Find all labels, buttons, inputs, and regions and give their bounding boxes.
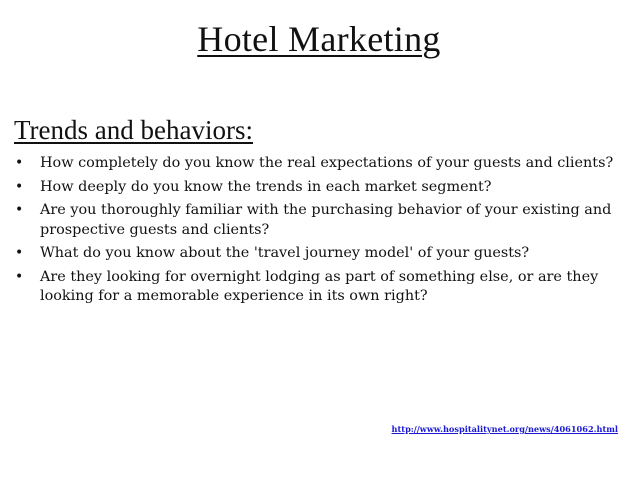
- source-link[interactable]: http://www.hospitalitynet.org/news/4061062.html: [391, 424, 618, 434]
- bullet-text: What do you know about the 'travel journey model' of your guests?: [40, 245, 530, 261]
- bullet-icon: •: [15, 245, 24, 261]
- slide-title-text: Hotel Marketing: [197, 19, 441, 59]
- bullet-text: Are they looking for overnight lodging as part of something else, or are they looking for a memorable experience in its own right?: [40, 268, 599, 304]
- bullet-list: [14, 154, 624, 311]
- bullet-text: Are you thoroughly familiar with the purchasing behavior of your existing and prospective guests and clients?: [40, 202, 612, 238]
- bullet-item: [14, 178, 624, 198]
- bullet-text: How deeply do you know the trends in each market segment?: [40, 178, 492, 195]
- bullet-item: [14, 154, 624, 174]
- bullet-item: [14, 268, 624, 307]
- bullet-text: How completely do you know the real expectations of your guests and clients?: [40, 155, 614, 171]
- bullet-icon: •: [15, 268, 24, 285]
- bullet-icon: •: [15, 178, 24, 195]
- bullet-icon: •: [15, 202, 24, 218]
- bullet-item: [14, 244, 624, 264]
- slide-title: [0, 18, 638, 60]
- bullet-item: [14, 201, 624, 240]
- section-heading: Trends and behaviors:: [14, 115, 253, 145]
- bullet-icon: •: [15, 155, 24, 171]
